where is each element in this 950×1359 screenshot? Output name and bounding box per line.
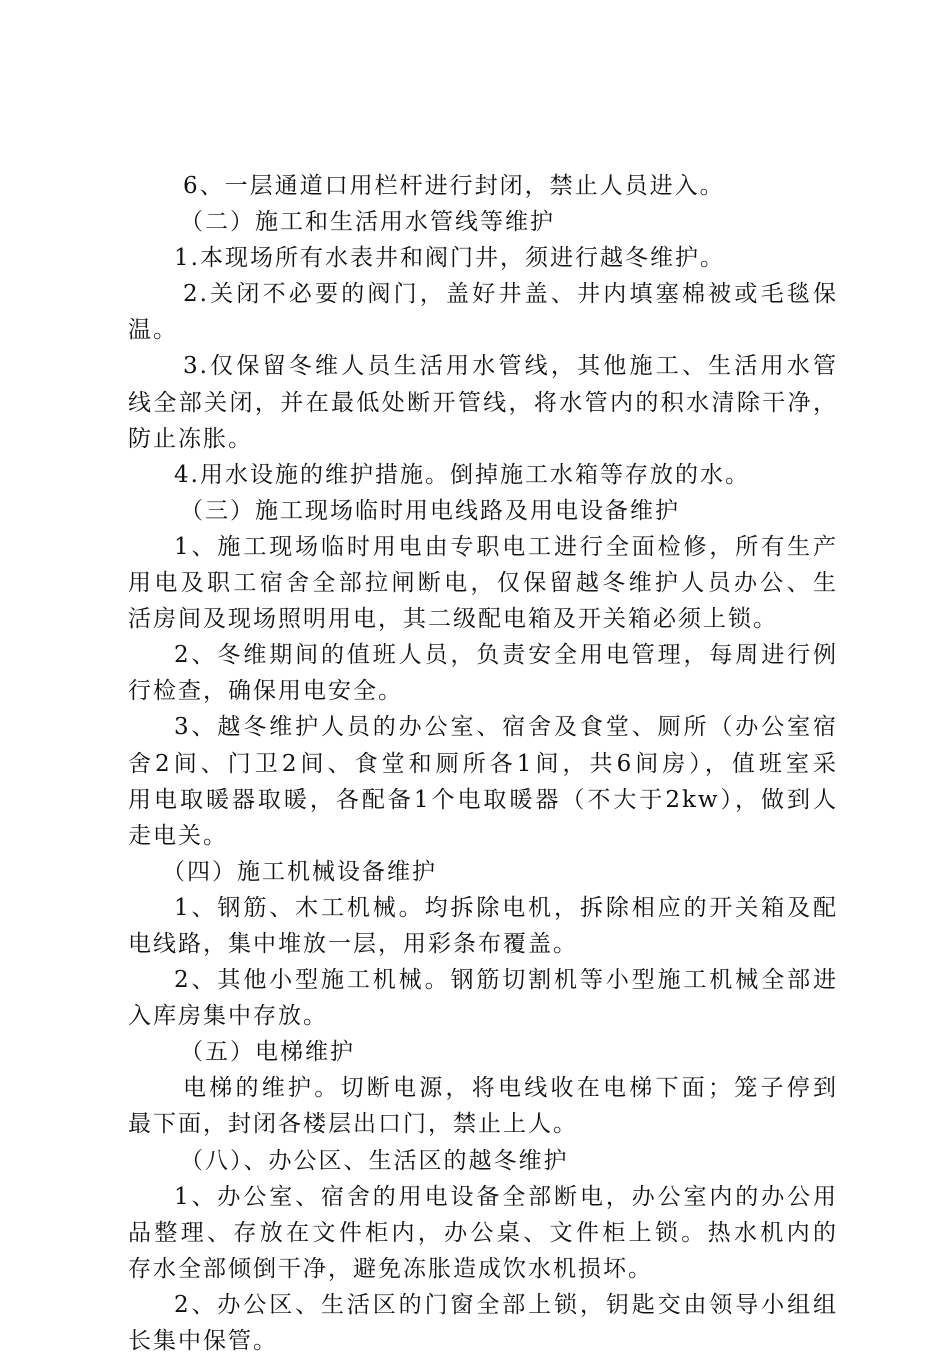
paragraph-water-4	[128, 457, 838, 493]
text-line: （四）施工机械设备维护	[162, 858, 437, 885]
text-line: 走电关。	[128, 822, 228, 849]
text-line: 3、越冬维护人员的办公室、宿舍及食堂、厕所（办公室宿	[174, 714, 838, 741]
text-line: 电梯的维护。切断电源，将电线收在电梯下面；笼子停到	[183, 1075, 838, 1102]
section-heading-machinery	[128, 854, 838, 890]
text-line: （二）施工和生活用水管线等维护	[180, 209, 555, 236]
text-line: 入库房集中存放。	[128, 1003, 328, 1030]
paragraph-machinery-1	[128, 890, 838, 962]
paragraph-water-3	[128, 348, 838, 456]
text-line: 4.用水设施的维护措施。倒掉施工水箱等存放的水。	[174, 461, 750, 488]
text-line: 1、施工现场临时用电由专职电工进行全面检修，所有生产	[174, 533, 838, 560]
paragraph-office-1	[128, 1179, 838, 1287]
text-line: 2.关闭不必要的阀门，盖好井盖、井内填塞棉被或毛毯保	[183, 281, 838, 308]
text-line: 存水全部倾倒干净，避免冻胀造成饮水机损坏。	[128, 1255, 653, 1282]
text-line: （三）施工现场临时用电线路及用电设备维护	[180, 497, 680, 524]
text-line: 1.本现场所有水表井和阀门井，须进行越冬维护。	[174, 245, 725, 272]
text-line: 2、办公区、生活区的门窗全部上锁，钥匙交由领导小组组	[174, 1291, 838, 1318]
text-line: 舍2间、门卫2间、食堂和厕所各1间，共6间房），值班室采	[128, 750, 838, 777]
text-line: 2、其他小型施工机械。钢筋切割机等小型施工机械全部进	[174, 967, 838, 994]
paragraph-water-2	[128, 276, 838, 348]
document-body	[128, 168, 838, 1359]
text-line: 品整理、存放在文件柜内，办公桌、文件柜上锁。热水机内的	[128, 1219, 838, 1246]
text-line: 最下面，封闭各楼层出口门，禁止上人。	[128, 1111, 578, 1138]
text-line: 行检查，确保用电安全。	[128, 678, 403, 705]
paragraph-item-6	[128, 168, 838, 204]
paragraph-electric-3	[128, 709, 838, 853]
paragraph-office-2	[128, 1287, 838, 1359]
paragraph-water-1	[128, 240, 838, 276]
section-heading-office	[128, 1143, 838, 1179]
text-line: 1、办公室、宿舍的用电设备全部断电，办公室内的办公用	[174, 1183, 838, 1210]
text-line: （八）、办公区、生活区的越冬维护	[180, 1147, 569, 1174]
paragraph-machinery-2	[128, 962, 838, 1034]
section-heading-elevator	[128, 1034, 838, 1070]
text-line: 防止冻胀。	[128, 425, 253, 452]
text-line: 活房间及现场照明用电，其二级配电箱及开关箱必须上锁。	[128, 606, 778, 633]
paragraph-electric-2	[128, 637, 838, 709]
text-line: （五）电梯维护	[180, 1039, 355, 1066]
section-heading-electric	[128, 493, 838, 529]
text-line: 6、一层通道口用栏杆进行封闭，禁止人员进入。	[183, 173, 725, 199]
section-heading-water-lines	[128, 204, 838, 240]
text-line: 长集中保管。	[128, 1328, 278, 1354]
text-line: 用电取暖器取暖，各配备1个电取暖器（不大于2kw），做到人	[128, 786, 838, 813]
text-line: 温。	[128, 317, 178, 344]
text-line: 2、冬维期间的值班人员，负责安全用电管理，每周进行例	[174, 642, 838, 669]
paragraph-elevator	[128, 1070, 838, 1142]
text-line: 线全部关闭，并在最低处断开管线，将水管内的积水清除干净，	[128, 389, 838, 416]
text-line: 1、钢筋、木工机械。均拆除电机，拆除相应的开关箱及配	[174, 894, 838, 921]
paragraph-electric-1	[128, 529, 838, 637]
text-line: 电线路，集中堆放一层，用彩条布覆盖。	[128, 930, 578, 957]
text-line: 3.仅保留冬维人员生活用水管线，其他施工、生活用水管	[183, 353, 838, 380]
text-line: 用电及职工宿舍全部拉闸断电，仅保留越冬维护人员办公、生	[128, 570, 838, 597]
